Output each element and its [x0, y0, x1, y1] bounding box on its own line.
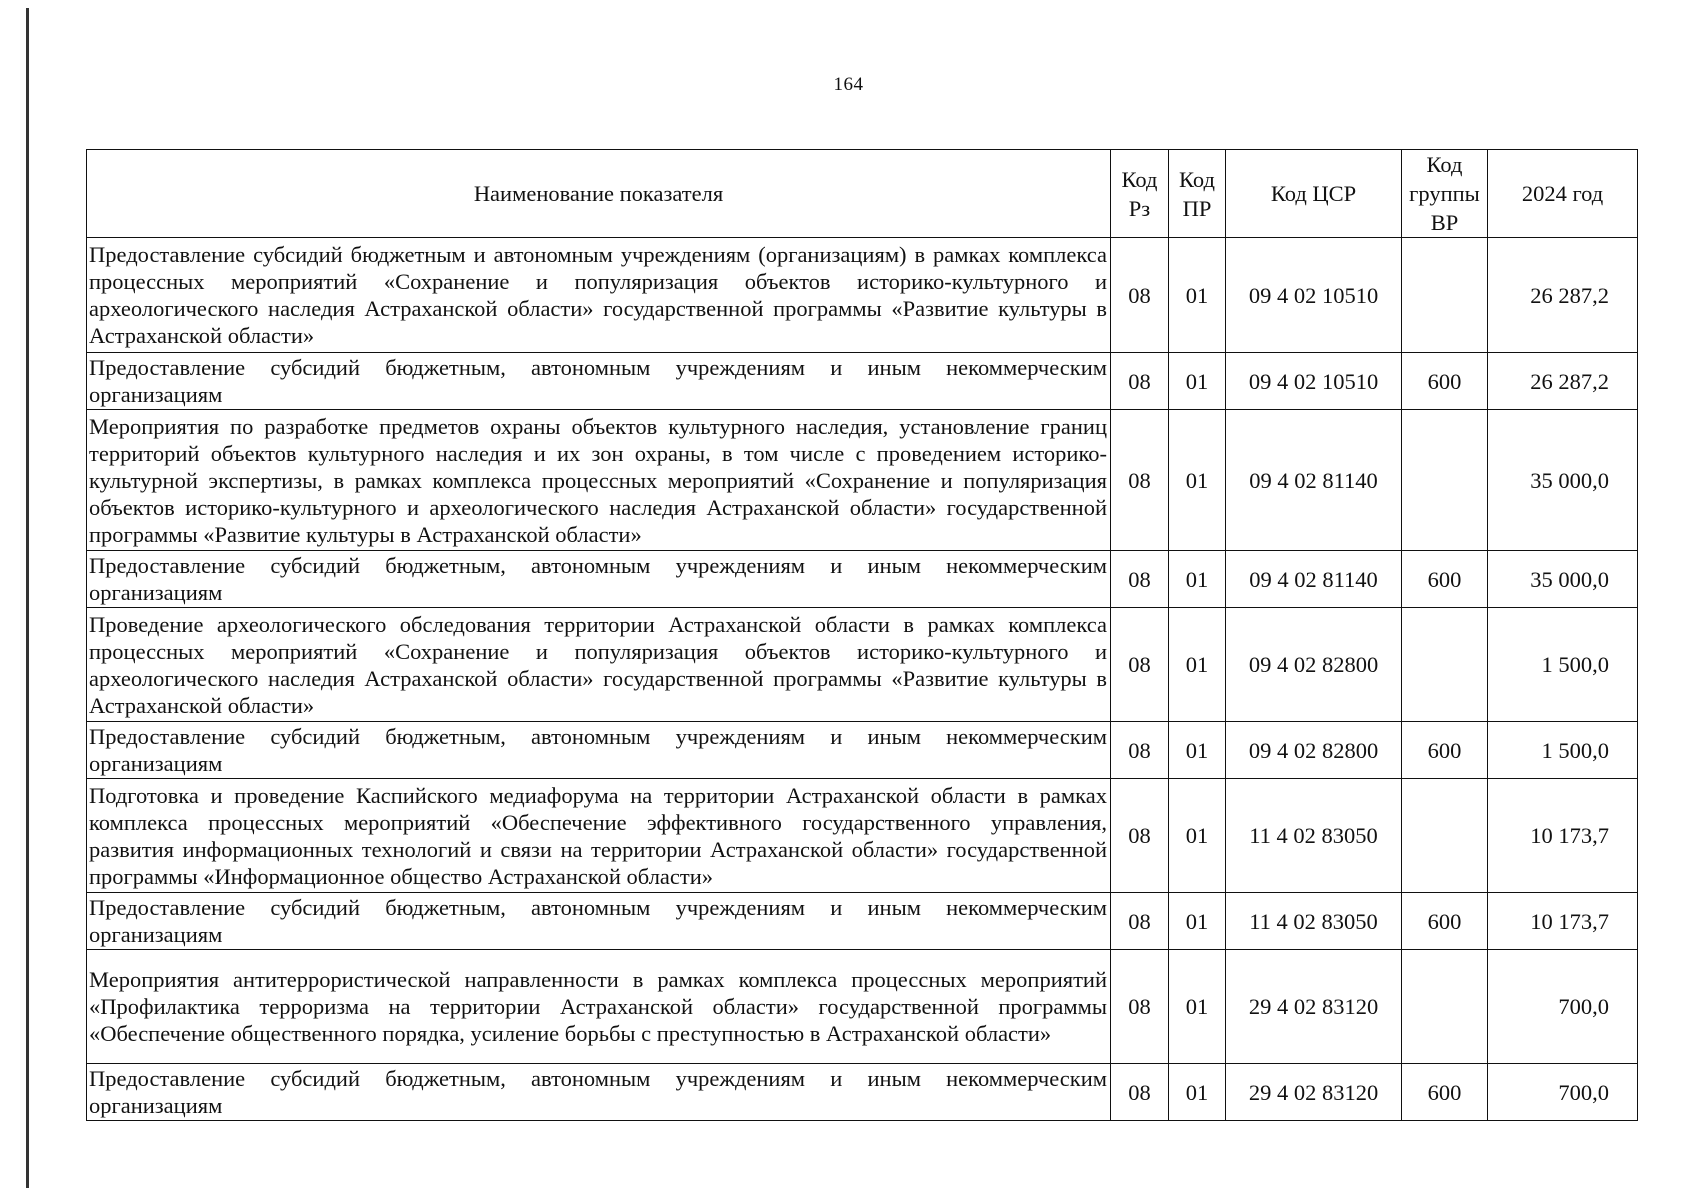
- row-amount: 700,0: [1488, 1064, 1638, 1121]
- row-csr: 09 4 02 10510: [1226, 238, 1402, 353]
- row-amount: 10 173,7: [1488, 779, 1638, 893]
- row-vr: 600: [1402, 551, 1488, 608]
- row-csr: 11 4 02 83050: [1226, 893, 1402, 950]
- row-amount: 35 000,0: [1488, 551, 1638, 608]
- row-pr: 01: [1169, 238, 1226, 353]
- row-vr: 600: [1402, 722, 1488, 779]
- row-rz: 08: [1111, 238, 1169, 353]
- row-amount: 35 000,0: [1488, 410, 1638, 551]
- row-amount: 1 500,0: [1488, 608, 1638, 722]
- row-csr: 09 4 02 82800: [1226, 608, 1402, 722]
- row-rz: 08: [1111, 950, 1169, 1064]
- row-pr: 01: [1169, 353, 1226, 410]
- header-name: Наименование показателя: [87, 150, 1111, 238]
- row-rz: 08: [1111, 893, 1169, 950]
- row-csr: 09 4 02 10510: [1226, 353, 1402, 410]
- row-pr: 01: [1169, 608, 1226, 722]
- row-name: Предоставление субсидий бюджетным, автономным учреждениям и иным некоммерческим организациям: [87, 353, 1111, 410]
- row-amount: 700,0: [1488, 950, 1638, 1064]
- budget-table: [86, 149, 1638, 1121]
- row-csr: 09 4 02 81140: [1226, 410, 1402, 551]
- table-row: [87, 608, 1638, 722]
- row-rz: 08: [1111, 410, 1169, 551]
- table-row: [87, 551, 1638, 608]
- row-pr: 01: [1169, 551, 1226, 608]
- row-pr: 01: [1169, 950, 1226, 1064]
- row-rz: 08: [1111, 722, 1169, 779]
- table-row: [87, 779, 1638, 893]
- row-pr: 01: [1169, 1064, 1226, 1121]
- row-name: Предоставление субсидий бюджетным, автономным учреждениям и иным некоммерческим организациям: [87, 893, 1111, 950]
- row-rz: 08: [1111, 608, 1169, 722]
- row-vr: 600: [1402, 1064, 1488, 1121]
- row-amount: 10 173,7: [1488, 893, 1638, 950]
- header-csr: Код ЦСР: [1226, 150, 1402, 238]
- row-name: Мероприятия по разработке предметов охраны объектов культурного наследия, установление границ территорий объектов культурного наследия и их зон охраны, в том числе с проведением историко-культурной экспертизы, в рамках комплекса процессных мероприятий «Сохранение и популяризация объектов историко-культурного и археологического наследия Астраханской области» государственной программы «Развитие культуры в Астраханской области»: [87, 410, 1111, 551]
- row-name: Проведение археологического обследования территории Астраханской области в рамках комплекса процессных мероприятий «Сохранение и популяризация объектов историко-культурного и археологического наследия Астраханской области» государственной программы «Развитие культуры в Астраханской области»: [87, 608, 1111, 722]
- row-name: Подготовка и проведение Каспийского медиафорума на территории Астраханской области в рамках комплекса процессных мероприятий «Обеспечение эффективного государственного управления, развития информационных технологий и связи на территории Астраханской области» государственной программы «Информационное общество Астраханской области»: [87, 779, 1111, 893]
- row-name: Предоставление субсидий бюджетным, автономным учреждениям и иным некоммерческим организациям: [87, 722, 1111, 779]
- header-vr: Код группы ВР: [1402, 150, 1488, 238]
- table-row: [87, 893, 1638, 950]
- row-vr: [1402, 950, 1488, 1064]
- row-name: Предоставление субсидий бюджетным, автономным учреждениям и иным некоммерческим организациям: [87, 551, 1111, 608]
- row-name: Предоставление субсидий бюджетным, автономным учреждениям и иным некоммерческим организациям: [87, 1064, 1111, 1121]
- row-amount: 26 287,2: [1488, 238, 1638, 353]
- table-row: [87, 722, 1638, 779]
- row-pr: 01: [1169, 722, 1226, 779]
- row-csr: 09 4 02 82800: [1226, 722, 1402, 779]
- row-vr: 600: [1402, 353, 1488, 410]
- row-pr: 01: [1169, 410, 1226, 551]
- row-amount: 1 500,0: [1488, 722, 1638, 779]
- row-amount: 26 287,2: [1488, 353, 1638, 410]
- row-pr: 01: [1169, 779, 1226, 893]
- page-number: 164: [833, 74, 864, 95]
- row-pr: 01: [1169, 893, 1226, 950]
- row-name: Предоставление субсидий бюджетным и автономным учреждениям (организациям) в рамках комплекса процессных мероприятий «Сохранение и популяризация объектов историко-культурного и археологического наследия Астраханской области» государственной программы «Развитие культуры в Астраханской области»: [87, 238, 1111, 353]
- row-csr: 11 4 02 83050: [1226, 779, 1402, 893]
- table-row: [87, 238, 1638, 353]
- table-row: [87, 353, 1638, 410]
- row-vr: [1402, 238, 1488, 353]
- row-csr: 09 4 02 81140: [1226, 551, 1402, 608]
- row-vr: [1402, 410, 1488, 551]
- table-row: [87, 1064, 1638, 1121]
- header-pr: Код ПР: [1169, 150, 1226, 238]
- row-csr: 29 4 02 83120: [1226, 950, 1402, 1064]
- binding-edge-line: [26, 8, 29, 1188]
- table-row: [87, 410, 1638, 551]
- header-year: 2024 год: [1488, 150, 1638, 238]
- row-vr: [1402, 779, 1488, 893]
- row-rz: 08: [1111, 551, 1169, 608]
- row-rz: 08: [1111, 1064, 1169, 1121]
- table-header-row: [87, 150, 1638, 238]
- row-vr: 600: [1402, 893, 1488, 950]
- table-row: [87, 950, 1638, 1064]
- header-rz: Код Рз: [1111, 150, 1169, 238]
- row-rz: 08: [1111, 353, 1169, 410]
- row-csr: 29 4 02 83120: [1226, 1064, 1402, 1121]
- row-name: Мероприятия антитеррористической направленности в рамках комплекса процессных мероприятий «Профилактика терроризма на территории Астраханской области» государственной программы «Обеспечение общественного порядка, усиление борьбы с преступностью в Астраханской области»: [87, 950, 1111, 1064]
- row-rz: 08: [1111, 779, 1169, 893]
- row-vr: [1402, 608, 1488, 722]
